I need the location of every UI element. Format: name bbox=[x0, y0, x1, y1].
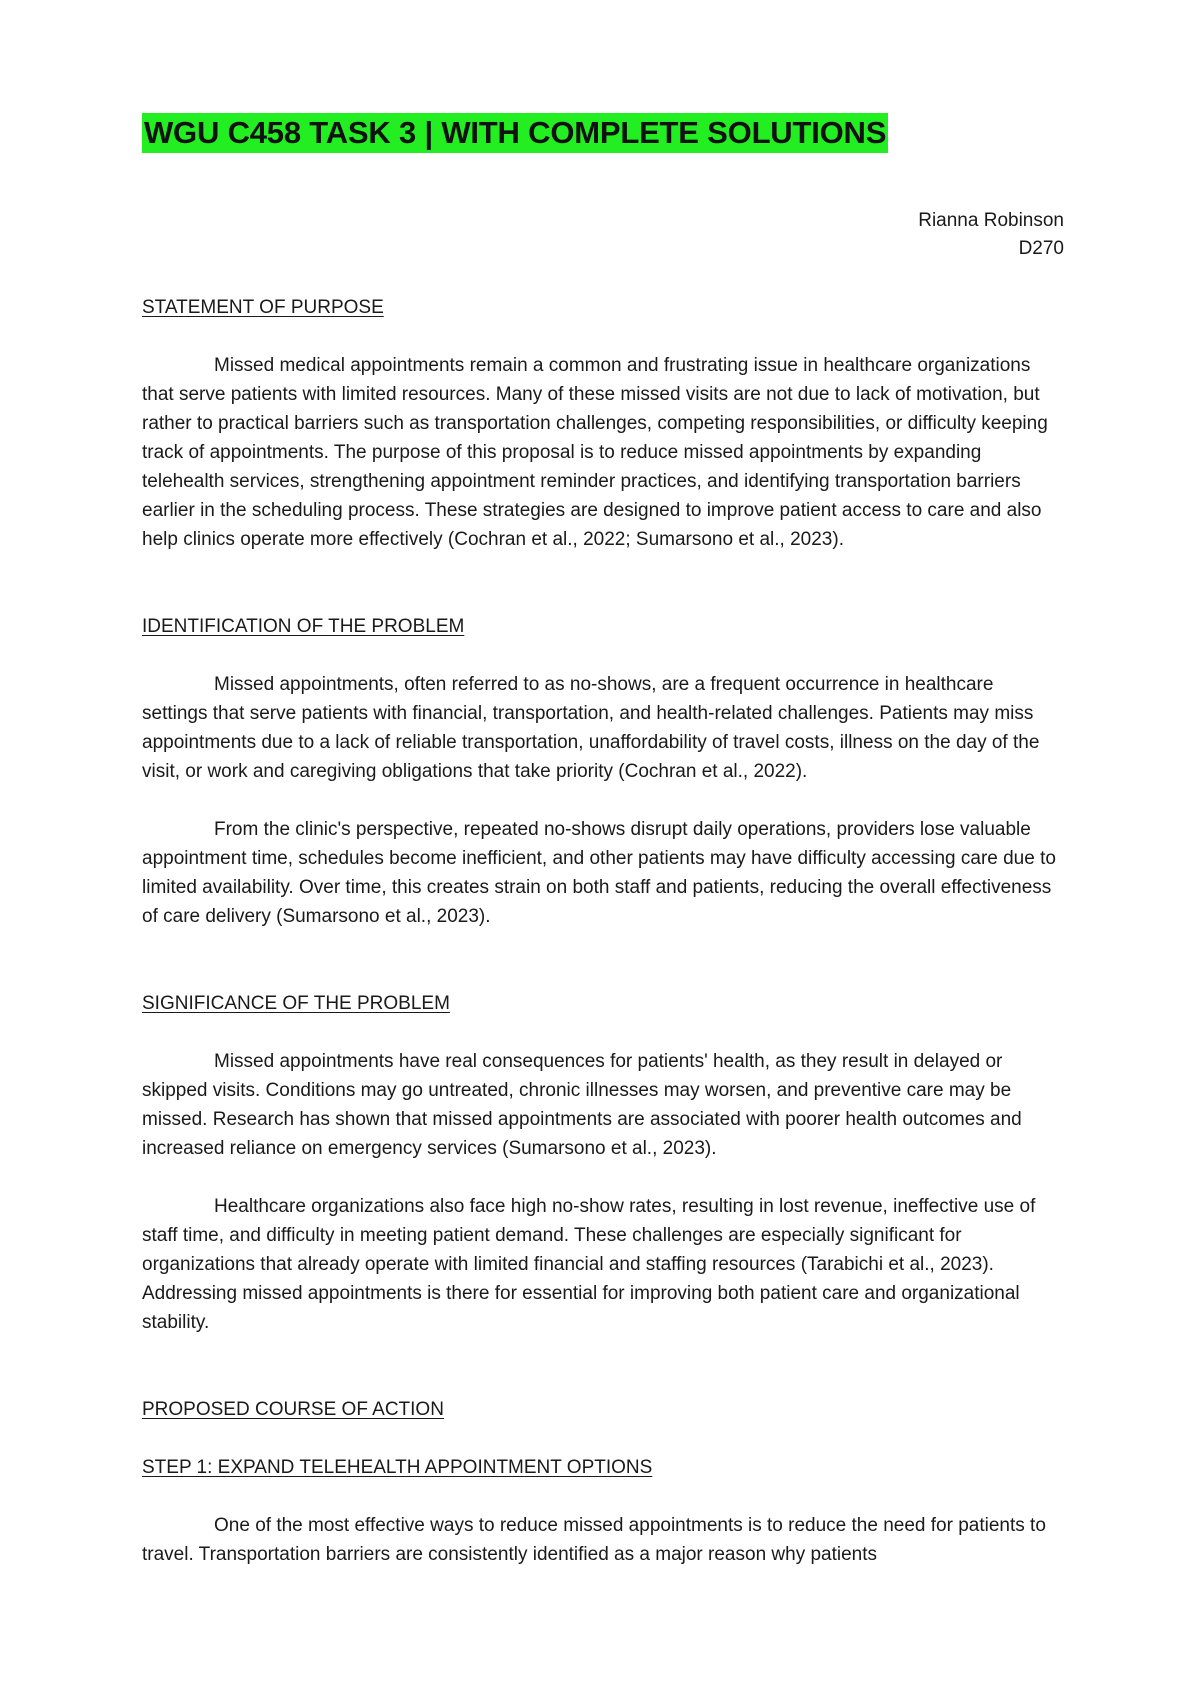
paragraph-identification-2: From the clinic's perspective, repeated no-shows disrupt daily operations, providers lose valuable appointment time, schedules become inefficient, and other patients may have difficulty accessing care due to limited availability. Over time, this creates strain on both staff and patients, reducing the overall effectiveness of care delivery (Sumarsono et al., 2023). bbox=[142, 819, 1056, 927]
document-title: WGU C458 TASK 3 | WITH COMPLETE SOLUTIONS bbox=[142, 113, 888, 153]
author-name: Rianna Robinson bbox=[918, 210, 1064, 231]
heading-identification-of-problem: IDENTIFICATION OF THE PROBLEM bbox=[142, 616, 465, 637]
paragraph-step-1: One of the most effective ways to reduce missed appointments is to reduce the need for patients to travel. Transportation barriers are consistently identified as a major reason why patients bbox=[142, 1515, 1046, 1565]
heading-significance-of-problem: SIGNIFICANCE OF THE PROBLEM bbox=[142, 993, 450, 1014]
paragraph-purpose: Missed medical appointments remain a common and frustrating issue in healthcare organizations that serve patients with limited resources. Many of these missed visits are not due to lack of motivation, but rather to practical barriers such as transportation challenges, competing responsibilities, or difficulty keeping track of appointments. The purpose of this proposal is to reduce missed appointments by expanding telehealth services, strengthening appointment reminder practices, and identifying transportation barriers earlier in the scheduling process. These strategies are designed to improve patient access to care and also help clinics operate more effectively (Cochran et al., 2022; Sumarsono et al., 2023). bbox=[142, 355, 1048, 550]
paragraph-significance-2: Healthcare organizations also face high no-show rates, resulting in lost revenue, ineffective use of staff time, and difficulty in meeting patient demand. These challenges are especially significant for organizations that already operate with limited financial and staffing resources (Tarabichi et al., 2023). Addressing missed appointments is there for essential for improving both patient care and organizational stability. bbox=[142, 1196, 1036, 1333]
heading-statement-of-purpose: STATEMENT OF PURPOSE bbox=[142, 297, 384, 318]
heading-proposed-course-of-action: PROPOSED COURSE OF ACTION bbox=[142, 1399, 444, 1420]
heading-step-1: STEP 1: EXPAND TELEHEALTH APPOINTMENT OPTIONS bbox=[142, 1457, 653, 1478]
document-content bbox=[142, 293, 1064, 1569]
document-title-wrap bbox=[142, 113, 888, 153]
page-body bbox=[142, 0, 1064, 1700]
author-block bbox=[918, 207, 1064, 263]
paragraph-identification-1: Missed appointments, often referred to as no-shows, are a frequent occurrence in healthcare settings that serve patients with financial, transportation, and health-related challenges. Patients may miss appointments due to a lack of reliable transportation, unaffordability of travel costs, illness on the day of the visit, or work and caregiving obligations that take priority (Cochran et al., 2022). bbox=[142, 674, 1040, 782]
course-code: D270 bbox=[1018, 238, 1064, 259]
paragraph-significance-1: Missed appointments have real consequences for patients' health, as they result in delayed or skipped visits. Conditions may go untreated, chronic illnesses may worsen, and preventive care may be missed. Research has shown that missed appointments are associated with poorer health outcomes and increased reliance on emergency services (Sumarsono et al., 2023). bbox=[142, 1051, 1022, 1159]
